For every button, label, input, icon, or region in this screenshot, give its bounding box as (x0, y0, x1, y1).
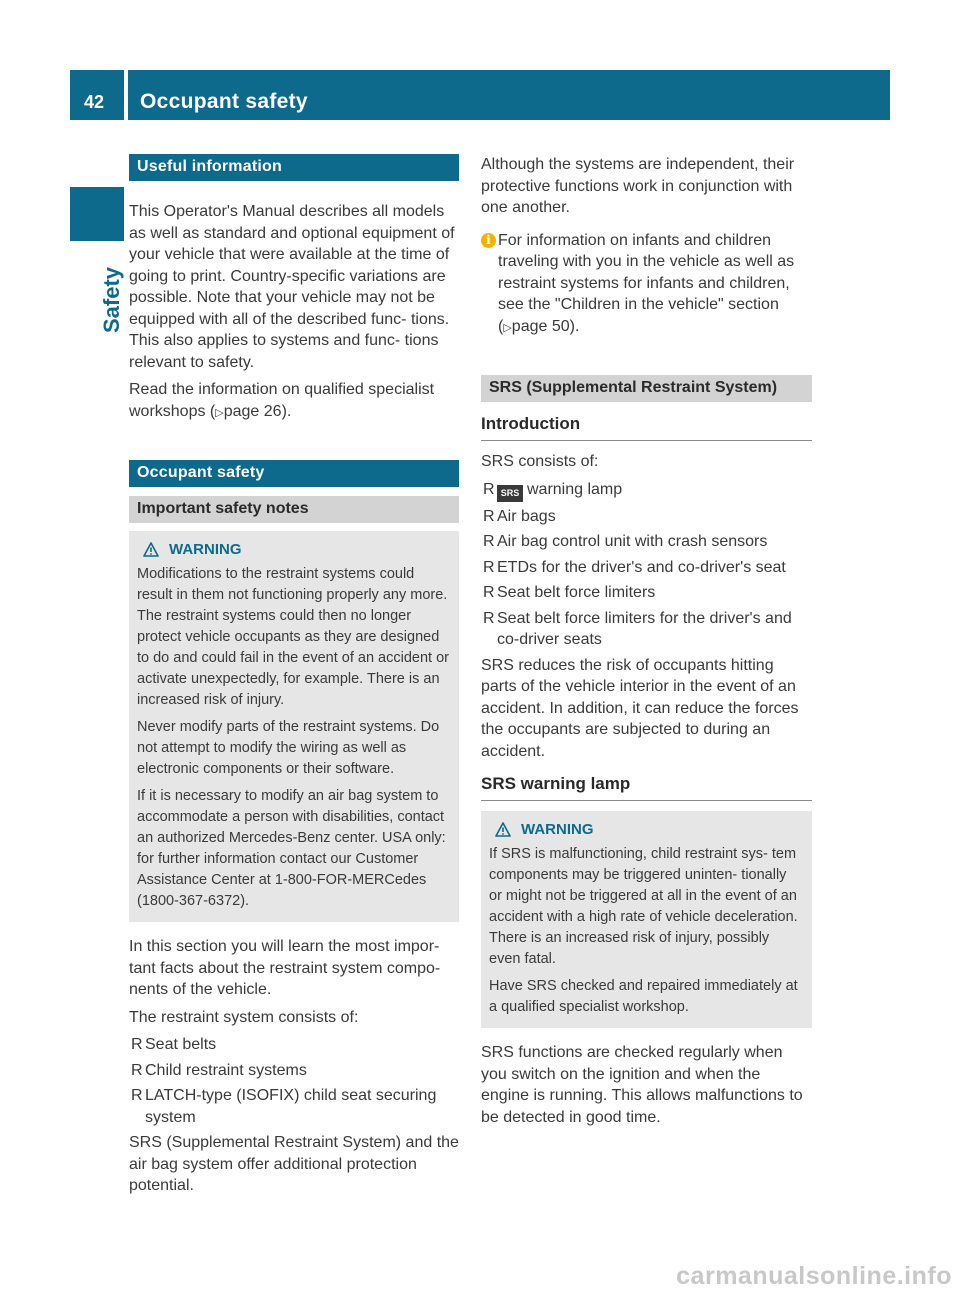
chapter-tab-label: Safety (99, 266, 124, 334)
bullet-icon: R (131, 1061, 143, 1079)
systems-paragraph: Although the systems are independent, their protective functions work in conjunction with one another. (481, 156, 795, 216)
warning-text: Modifications to the restraint systems could result in them not functioning properly any more. The restraint systems could then no longer protect vehicle occupants as they are designed to do and could fail in the event of an accident or activate unexpectedly, for example. There is an increased risk of injury. (137, 566, 449, 708)
occupant-safety-heading: Occupant safety (129, 460, 459, 487)
useful-info-paragraph: This Operator's Manual describes all models as well as standard and optional equipment of your vehicle that were available at the time of going to print. Country-specific variations are possible. Note that your vehicle may not be equipped with all of the described func- tions. This also applies to systems and func- tions relevant to safety. (129, 203, 455, 371)
warning-triangle-icon (495, 822, 511, 837)
page-number-box (70, 70, 124, 120)
srs-consists-paragraph: SRS consists of: (481, 453, 599, 470)
warning-header (137, 541, 449, 558)
info-icon: i (481, 233, 496, 248)
right-column (481, 154, 812, 1128)
useful-info-heading: Useful information (129, 154, 459, 181)
srs-reduces-paragraph: SRS reduces the risk of occupants hitting parts of the vehicle interior in the event of an accident. In addition, it can reduce the forces the occupants are subjected to during an accident. (481, 656, 799, 760)
srs-warning-lamp-heading: SRS warning lamp (481, 774, 812, 801)
page-number: 42 (84, 92, 105, 112)
section-header-bar (128, 70, 890, 120)
watermark: carmanualsonline.info (676, 1262, 952, 1290)
warning-title: WARNING (169, 541, 242, 558)
restraint-consists-paragraph: The restraint system consists of: (129, 1008, 359, 1026)
list-item: R Seat belt force limiters (481, 582, 812, 604)
warning-triangle-icon (143, 542, 159, 557)
list-item: R Air bags (481, 506, 812, 528)
chapter-tab-marker (70, 187, 124, 241)
warning-box (129, 531, 459, 922)
page-ref-arrow-icon: ▷ (503, 321, 512, 334)
srs-heading: SRS (Supplemental Restraint System) (481, 375, 812, 402)
list-item: R Child restraint systems (129, 1060, 459, 1082)
warning-box (481, 811, 812, 1028)
list-item: R Air bag control unit with crash sensors (481, 531, 812, 553)
important-notes-heading: Important safety notes (129, 496, 459, 523)
srs-checked-paragraph: SRS functions are checked regularly when you switch on the ignition and when the engine is running. This allows malfunctions to be detected in good time. (481, 1044, 803, 1126)
page-ref-link[interactable]: page 26 (223, 402, 282, 420)
introduction-heading: Introduction (481, 414, 812, 441)
workshops-paragraph: Read the information on qualified specialist workshops (▷page 26). (129, 381, 435, 420)
bullet-icon: R (483, 507, 495, 525)
warning-title: WARNING (521, 821, 594, 838)
srs-warning-lamp-icon: SRS (497, 485, 523, 502)
page-ref-link[interactable]: page 50 (511, 317, 570, 335)
page-ref-arrow-icon: ▷ (215, 406, 224, 419)
list-item: R Seat belts (129, 1034, 459, 1056)
bullet-icon: R (483, 609, 495, 627)
warning-text: If it is necessary to modify an air bag system to accommodate a person with disabilities, contact an authorized Mercedes-Benz center. USA only: for further information contact our Customer Assistance Center at 1-800-FOR-MERCedes (1800-367-6372). (137, 788, 446, 909)
list-item: R Seat belt force limiters for the driver's and co-driver seats (483, 609, 792, 648)
bullet-icon: R (483, 480, 495, 498)
restraint-intro-paragraph: In this section you will learn the most impor- tant facts about the restraint system compo- nents of the vehicle. (129, 938, 441, 998)
bullet-icon: R (483, 533, 495, 550)
warning-header (489, 821, 802, 838)
bullet-icon: R (483, 558, 495, 576)
srs-protection-paragraph: SRS (Supplemental Restraint System) and the air bag system offer additional protection potential. (129, 1134, 459, 1194)
warning-text: If SRS is malfunctioning, child restraint sys- tem components may be triggered uninten- tionally or might not be triggered at all in the event of an accident with a high rate of vehicle deceleration. There is an increased risk of injury, possibly even fatal. (489, 846, 798, 967)
list-item: R LATCH-type (ISOFIX) child seat securing system (131, 1087, 437, 1126)
list-item: R SRS warning lamp (481, 479, 812, 502)
warning-text: Have SRS checked and repaired immediately at a qualified specialist workshop. (489, 978, 798, 1015)
section-title: Occupant safety (140, 90, 308, 113)
info-note: i For information on infants and children traveling with you in the vehicle as well as restraint systems for infants and children, see the "Children in the vehicle" section (▷page 50). (481, 230, 812, 340)
list-item: R ETDs for the driver's and co-driver's seat (481, 557, 812, 579)
bullet-icon: R (131, 1087, 143, 1104)
bullet-icon: R (131, 1036, 143, 1053)
warning-text: Never modify parts of the restraint systems. Do not attempt to modify the wiring as well as electronic components or their software. (137, 719, 440, 777)
left-column (129, 154, 459, 1197)
bullet-icon: R (483, 584, 495, 601)
